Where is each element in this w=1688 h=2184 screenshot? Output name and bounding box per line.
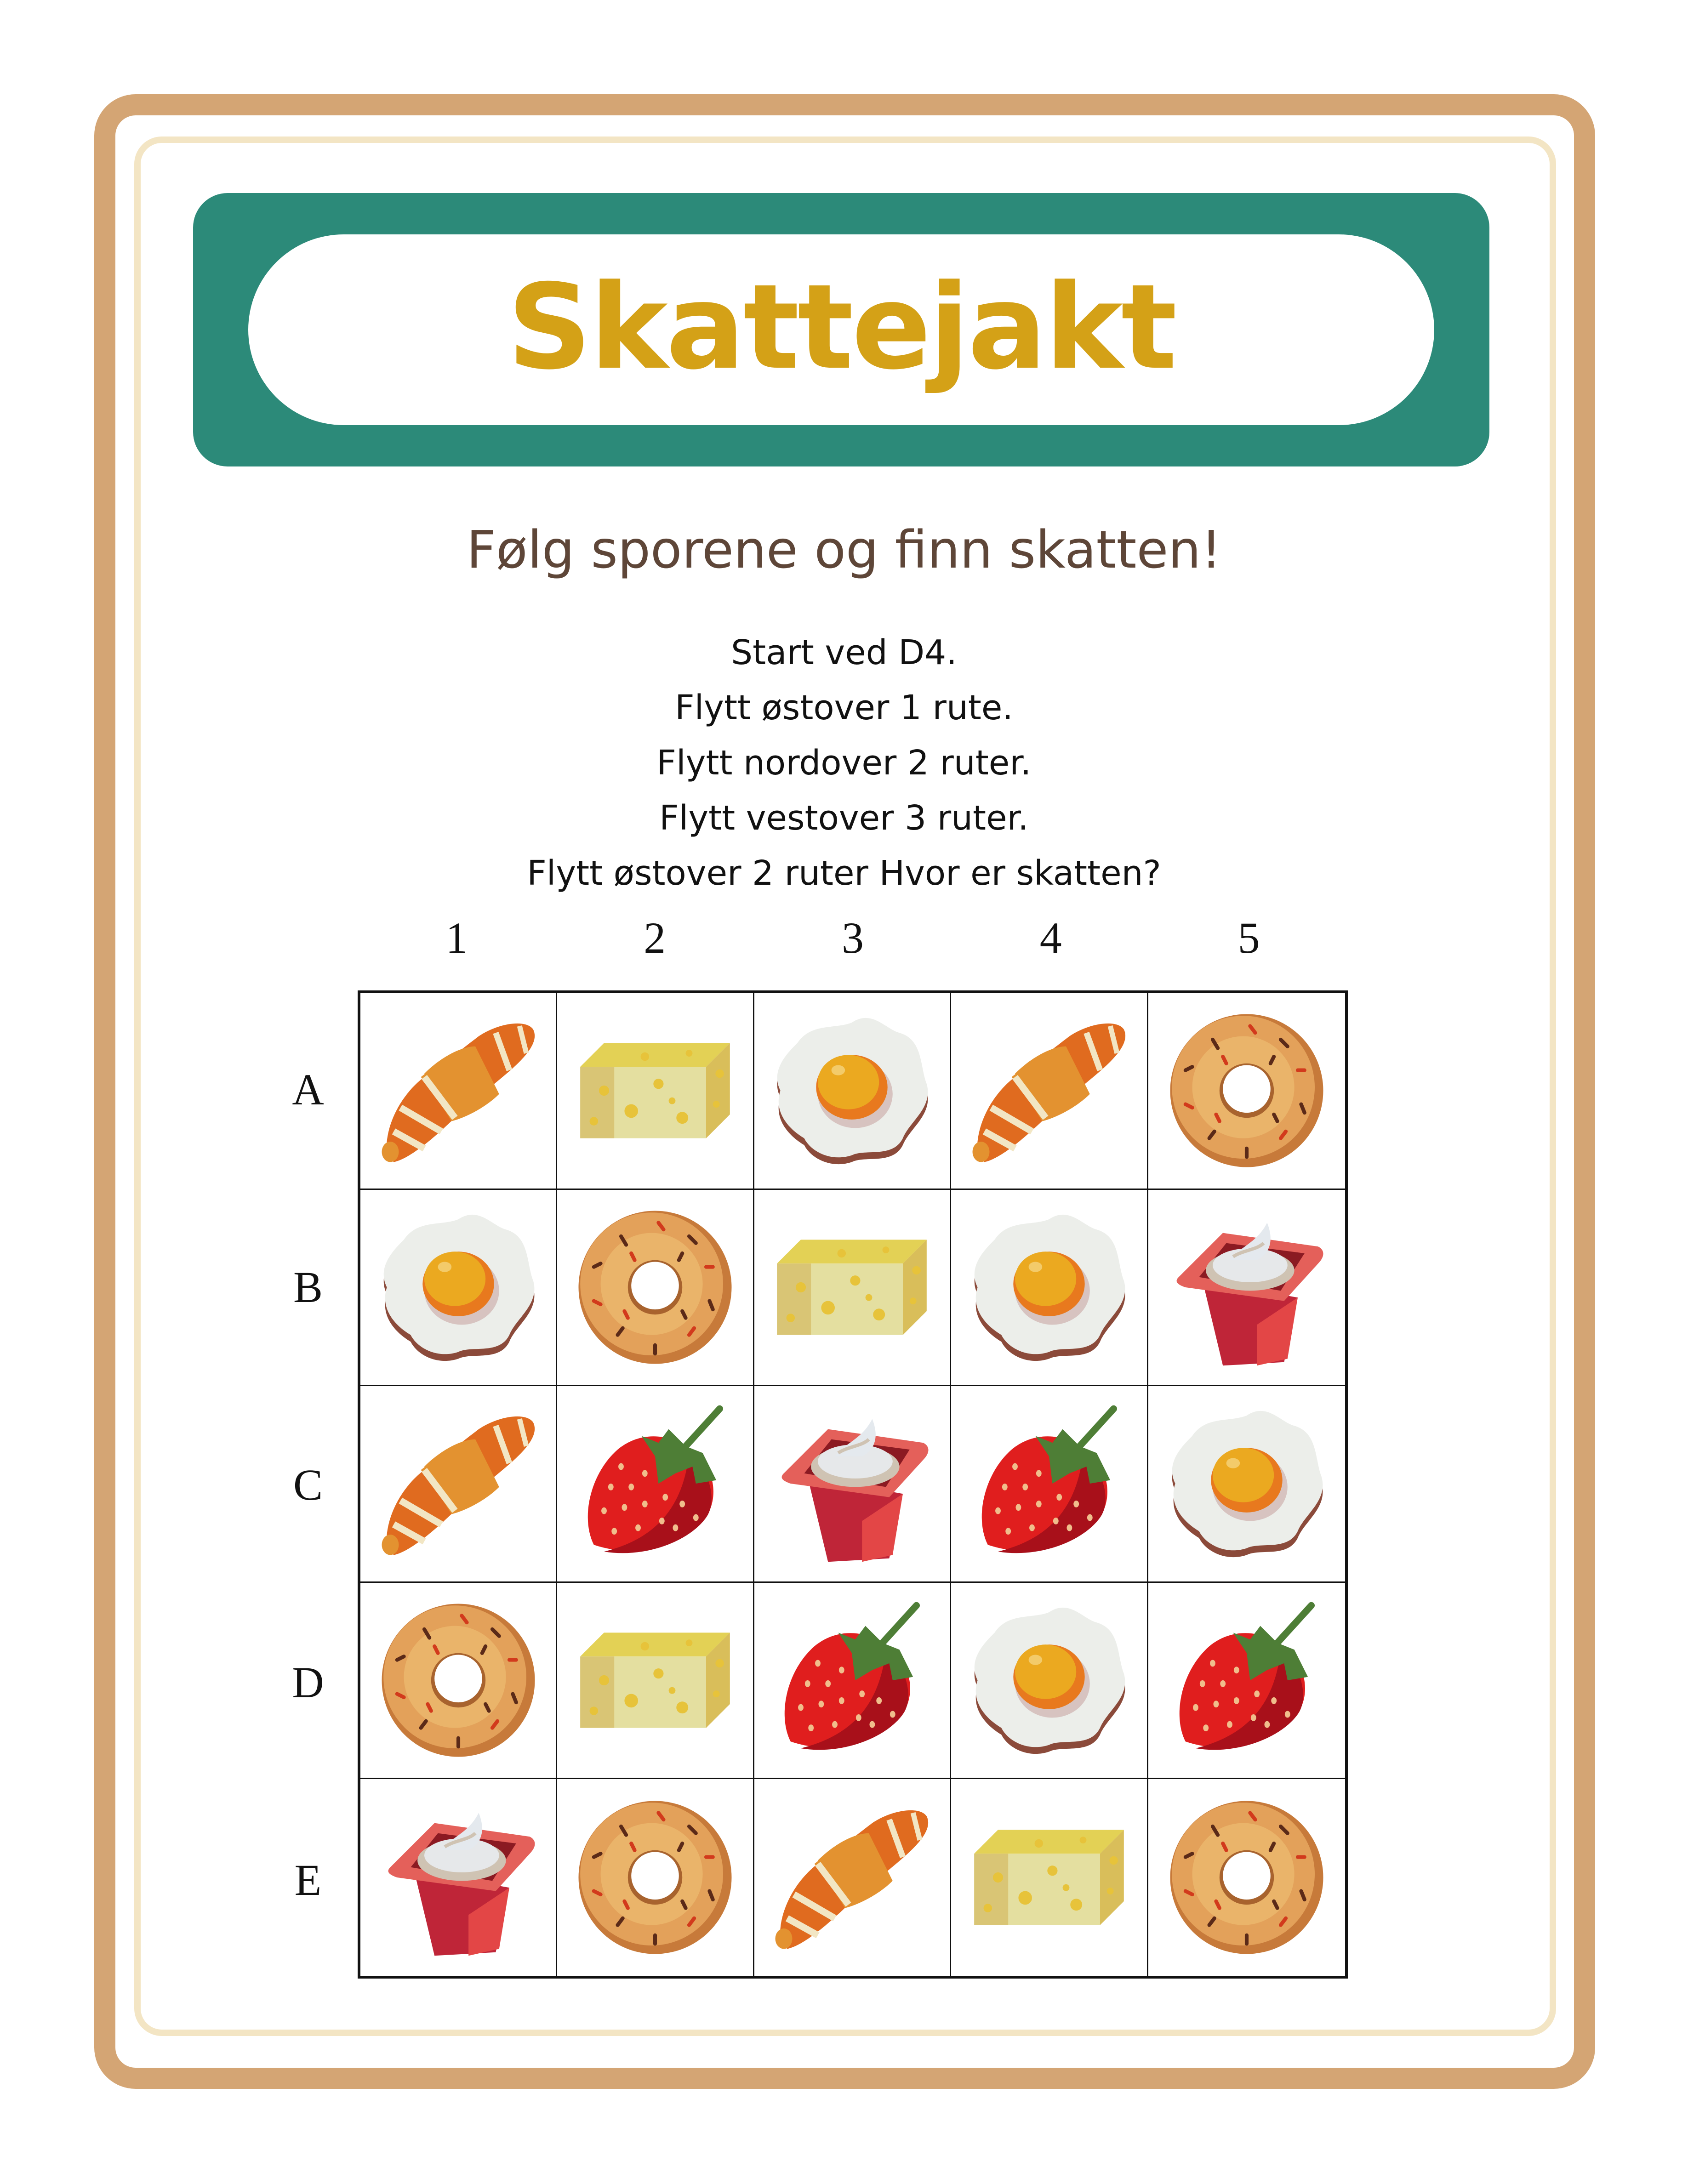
grid-cell-E1 (360, 1779, 557, 1976)
grid-cell-E5 (1148, 1779, 1345, 1976)
instruction-line: Flytt nordover 2 ruter. (656, 743, 1032, 783)
instruction-line: Flytt vestover 3 ruter. (659, 798, 1029, 838)
grid-cell-C1 (360, 1386, 557, 1583)
grid-cell-A2 (557, 993, 754, 1190)
fried-egg-icon (1162, 1399, 1332, 1569)
grid-cell-B2 (557, 1190, 754, 1387)
grid-cell-B5 (1148, 1190, 1345, 1387)
fried-egg-icon (373, 1202, 543, 1372)
grid-cell-B3 (754, 1190, 951, 1387)
donut-icon (1162, 1006, 1332, 1176)
yogurt-icon (373, 1792, 543, 1962)
grid-cell-E4 (951, 1779, 1148, 1976)
grid-cell-C5 (1148, 1386, 1345, 1583)
croissant-icon (373, 1006, 543, 1176)
grid-cell-C2 (557, 1386, 754, 1583)
row-label: C (293, 1460, 323, 1509)
instructions (0, 625, 1688, 901)
cheese-icon (964, 1792, 1134, 1962)
strawberry-icon (1162, 1595, 1332, 1765)
cheese-icon (570, 1595, 740, 1765)
yogurt-icon (1162, 1202, 1332, 1372)
fried-egg-icon (964, 1202, 1134, 1372)
instruction-line: Flytt østover 2 ruter Hvor er skatten? (527, 853, 1161, 893)
grid-cell-B4 (951, 1190, 1148, 1387)
row-label: E (294, 1855, 322, 1905)
grid-cell-A4 (951, 993, 1148, 1190)
column-label: 5 (1237, 913, 1260, 962)
grid-cell-A3 (754, 993, 951, 1190)
donut-icon (570, 1202, 740, 1372)
subtitle: Følg sporene og finn skatten! (466, 520, 1222, 580)
column-label: 1 (445, 913, 468, 962)
croissant-icon (373, 1399, 543, 1569)
cheese-icon (570, 1006, 740, 1176)
donut-icon (1162, 1792, 1332, 1962)
cheese-icon (767, 1202, 937, 1372)
donut-icon (373, 1595, 543, 1765)
grid-cell-D1 (360, 1583, 557, 1780)
grid-cell-D5 (1148, 1583, 1345, 1780)
grid-cell-D3 (754, 1583, 951, 1780)
grid-cell-B1 (360, 1190, 557, 1387)
page-title: Skattejakt (507, 259, 1175, 396)
fried-egg-icon (964, 1595, 1134, 1765)
row-labels (280, 990, 336, 1979)
column-labels (358, 912, 1348, 963)
grid-cell-E2 (557, 1779, 754, 1976)
instruction-line: Flytt østover 1 rute. (675, 688, 1013, 728)
row-label: B (293, 1262, 323, 1312)
croissant-icon (767, 1792, 937, 1962)
column-label: 3 (841, 913, 864, 962)
instruction-line: Start ved D4. (731, 633, 957, 672)
yogurt-icon (767, 1399, 937, 1569)
strawberry-icon (964, 1399, 1134, 1569)
column-label: 4 (1039, 913, 1062, 962)
grid-cell-D4 (951, 1583, 1148, 1780)
grid-cell-A1 (360, 993, 557, 1190)
column-label: 2 (644, 913, 666, 962)
grid-cell-E3 (754, 1779, 951, 1976)
strawberry-icon (570, 1399, 740, 1569)
treasure-grid (358, 990, 1348, 1979)
strawberry-icon (767, 1595, 937, 1765)
row-label: A (292, 1064, 324, 1114)
grid-cell-D2 (557, 1583, 754, 1780)
grid-cell-C3 (754, 1386, 951, 1583)
croissant-icon (964, 1006, 1134, 1176)
row-label: D (292, 1657, 324, 1707)
donut-icon (570, 1792, 740, 1962)
grid-cell-A5 (1148, 993, 1345, 1190)
fried-egg-icon (767, 1006, 937, 1176)
grid-cell-C4 (951, 1386, 1148, 1583)
title-pill (248, 234, 1434, 425)
